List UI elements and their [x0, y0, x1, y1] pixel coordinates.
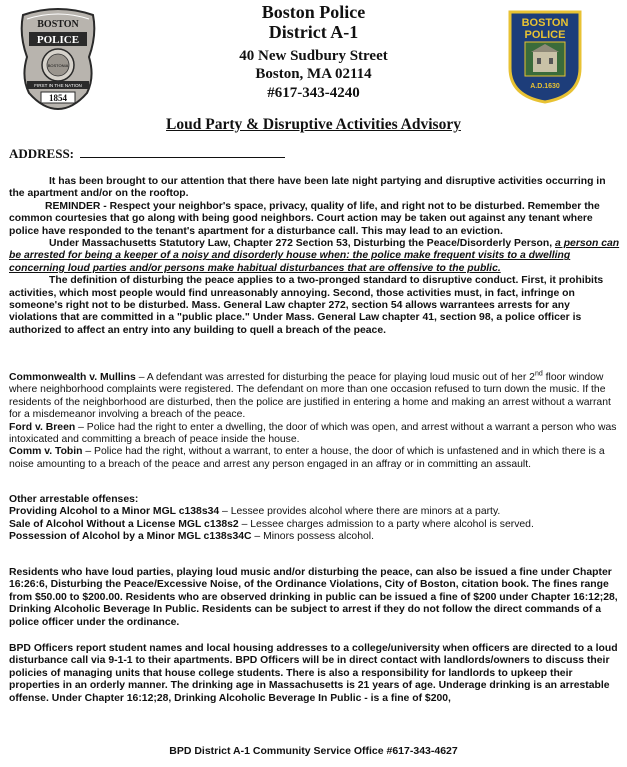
statute-paragraph [9, 238, 621, 275]
boston-police-patch-icon [507, 8, 583, 104]
case-tobin [9, 446, 621, 471]
city-address: Boston, MA 02114 [255, 66, 372, 82]
case-text: – Police had the right, without a warrant, to enter a house, the door of which is unfastened and in which there is a noise amounting to a breach of the peace and arrest any person engaged in an affray or in committing an assault. [9, 446, 605, 470]
offense-text: – Minors possess alcohol. [251, 531, 374, 543]
case-name: Ford v. Breen [9, 421, 76, 433]
patch-top-text: BOSTON [521, 17, 569, 29]
reminder-paragraph: REMINDER - Respect your neighbor's space, privacy, quality of life, and right not to be disturbed. Remember the common courtesies that go along with being good neighbors. Court action may be taken out against any tenant where police have responded to the tenant's apartment for a disturbance call. This may lead to an eviction. [9, 200, 600, 237]
address-label: ADDRESS: [9, 146, 75, 161]
offense-item [9, 531, 621, 543]
patch-year: A.D.1630 [530, 83, 560, 90]
case-name: Comm v. Tobin [9, 446, 83, 458]
badge-left-seal-text: BOSTONIA [47, 63, 69, 68]
offense-item [9, 519, 621, 531]
offense-text: – Lessee charges admission to a party where alcohol is served. [238, 518, 534, 530]
case-text: – A defendant was arrested for disturbing the peace for playing loud music out of her 2 [135, 372, 535, 383]
case-mullins [9, 372, 621, 422]
offense-name: Sale of Alcohol Without a License MGL c138s2 [9, 518, 239, 530]
case-breen [9, 422, 621, 447]
badge-left-ribbon-text: FIRST IN THE NATION [34, 83, 82, 88]
letterhead [0, 0, 627, 112]
district-phone: #617-343-4240 [267, 85, 360, 101]
advisory-title: Loud Party & Disruptive Activities Advisory [166, 116, 461, 133]
residents-fines-paragraph: Residents who have loud parties, playing loud music and/or disturbing the peace, can also be issued a fine under Chapter 16:26:6, Disturbing the Peace/Excessive Noise, of the Ordinance Violations, City of Boston, citation book. The fines range from $50.00 to $200.00. Residents who are observed drinking in public can be issued a fine of $200 under Chapter 16:12;28, Drinking Alcoholic Beverage In Public. Residents can be subject to arrest if they do not follow the direct commands of a police officer under the ordinance. [9, 567, 618, 628]
statute-text: Under Massachusetts Statutory Law, Chapter 272 Section 53, Disturbing the Peace/Disorderly Person, [49, 238, 556, 250]
statute-underlined-text: a person can be arrested for being a keeper of a noisy and disorderly house when: the police make frequent visits to a dwelling concerning loud parties and/or persons make habitual disturbances that are offensive to the public. [9, 238, 620, 274]
case-name: Commonwealth v. Mullins [9, 372, 136, 383]
department-name: Boston Police [261, 2, 366, 22]
badge-left-year: 1854 [49, 93, 67, 103]
boston-police-badge-icon [17, 5, 99, 111]
badge-left-main-text: POLICE [36, 34, 80, 46]
definition-paragraph: The definition of disturbing the peace applies to a two-pronged standard to disruptive conduct. First, it prohibits activities, which most people would find unreasonably annoying. Second, those activities must, in fact, infringe on someone's right not to be disturbed. Mass. General Law chapter 272, section 54 allows warrantees arrests for any violations that are committed in a "public place." Under Mass. General Law chapter 41, section 98, a police officer is authorized to affect an entry into any building to quell a breach of the peace. [9, 275, 604, 336]
patch-main-text: POLICE [524, 29, 566, 41]
offense-name: Providing Alcohol to a Minor MGL c138s34 [9, 506, 220, 518]
footer-contact: BPD District A-1 Community Service Office #617-343-4627 [169, 745, 458, 757]
offense-name: Possession of Alcohol by a Minor MGL c138s34C [9, 531, 252, 543]
address-row [9, 146, 285, 162]
street-address: 40 New Sudbury Street [239, 48, 388, 64]
badge-left-top-text: BOSTON [37, 19, 79, 30]
address-blank-line [80, 147, 285, 158]
case-text: – Police had the right to enter a dwelling, the door of which was open, and arrest without a warrant a person who was intoxicated and committing a breach of peace inside the house. [9, 421, 617, 446]
other-offenses-heading: Other arrestable offenses: [9, 494, 139, 505]
district-name: District A-1 [268, 22, 359, 42]
case-text-continued: floor window where neighborhood complaints were registered. The defendant on more than one occasion refused to turn down the music. If the residents of the neighborhood are disturbed, then the police are justified in entering a home and making an arrest without a warrant for a misdemeanor involving a breach of the peace. [9, 372, 611, 421]
bpd-officers-paragraph: BPD Officers report student names and local housing addresses to a college/university when officers are directed to a loud disturbance call via 9-1-1 to their apartments. BPD Officers will be in direct contact with landlords/owners to discuss their policies of managing units that house college students. There is also a responsibility for landlords to upkeep their properties in an orderly manner. The drinking age in Massachusetts is 21 years of age. Underage drinking is an arrestable offense. Under Chapter 16:12;28, Drinking Alcoholic Beverage In Public - is a fine of $200, [9, 643, 618, 704]
other-offenses-section [9, 494, 621, 544]
case-law-section [9, 372, 621, 471]
offense-text: – Lessee provides alcohol where there are minors at a party. [219, 506, 501, 518]
intro-section [9, 176, 621, 337]
offense-item [9, 506, 621, 518]
case-superscript: nd [534, 370, 543, 378]
intro-paragraph-1: It has been brought to our attention that there have been late night partying and disruptive activities occurring in the apartment and/or on the rooftop. [9, 176, 606, 200]
